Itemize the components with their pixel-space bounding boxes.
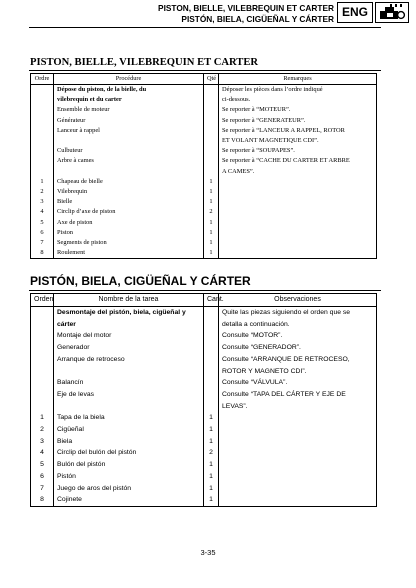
remarks-cell	[219, 218, 377, 228]
observations-cell	[219, 494, 377, 506]
table-row	[31, 366, 377, 378]
table-header-row	[31, 294, 377, 307]
task-cell: Eje de levas	[54, 389, 204, 401]
quantity-cell	[204, 126, 219, 136]
remarks-cell: ci-dessous.	[219, 95, 377, 105]
observations-cell	[219, 471, 377, 483]
remarks-cell	[219, 248, 377, 259]
quantity-cell	[204, 319, 219, 331]
order-cell	[31, 342, 54, 354]
order-cell	[31, 377, 54, 389]
quantity-cell	[204, 105, 219, 115]
header-title-fr: PISTON, BIELLE, VILEBREQUIN ET CARTER	[158, 3, 334, 13]
section-title-fr: PISTON, BIELLE, VILEBREQUIN ET CARTER	[30, 57, 259, 68]
remarks-cell	[219, 207, 377, 217]
table-row	[31, 354, 377, 366]
task-cell: Tapa de la biela	[54, 412, 204, 424]
order-cell: 1	[31, 412, 54, 424]
procedure-cell: Roulement	[54, 248, 204, 259]
task-cell: Generador	[54, 342, 204, 354]
order-cell	[31, 167, 54, 177]
table-row	[31, 248, 377, 259]
procedure-cell: Axe de piston	[54, 218, 204, 228]
order-cell: 4	[31, 207, 54, 217]
table-row	[31, 156, 377, 166]
quantity-cell: 2	[204, 447, 219, 459]
observations-cell	[219, 436, 377, 448]
order-cell: 7	[31, 483, 54, 495]
table-row	[31, 228, 377, 238]
table-row	[31, 342, 377, 354]
task-cell	[54, 366, 204, 378]
page-number: 3-35	[200, 548, 216, 557]
task-cell: Montaje del motor	[54, 330, 204, 342]
remarks-cell	[219, 177, 377, 187]
quantity-cell	[204, 354, 219, 366]
procedure-cell: Culbuteur	[54, 146, 204, 156]
observations-cell: Consulte “GENERADOR”.	[219, 342, 377, 354]
procedure-cell: Circlip d’axe de piston	[54, 207, 204, 217]
quantity-cell	[204, 330, 219, 342]
column-header-procedure: Procédure	[54, 74, 204, 85]
quantity-cell: 1	[204, 471, 219, 483]
task-cell	[54, 401, 204, 413]
order-cell	[31, 389, 54, 401]
quantity-cell	[204, 116, 219, 126]
remarks-cell	[219, 238, 377, 248]
quantity-cell: 1	[204, 228, 219, 238]
task-cell: cárter	[54, 319, 204, 331]
quantity-cell	[204, 136, 219, 146]
quantity-cell: 1	[204, 187, 219, 197]
order-cell: 1	[31, 177, 54, 187]
column-header-quantity: Cant.	[204, 294, 219, 307]
observations-cell: Consulte “ARRANQUE DE RETROCESO,	[219, 354, 377, 366]
task-cell: Desmontaje del pistón, biela, cigüeñal y	[54, 307, 204, 319]
observations-cell	[219, 447, 377, 459]
quantity-cell	[204, 146, 219, 156]
order-cell: 2	[31, 187, 54, 197]
procedure-cell	[54, 167, 204, 177]
quantity-cell	[204, 307, 219, 319]
table-row	[31, 207, 377, 217]
quantity-cell	[204, 342, 219, 354]
procedure-table-es	[30, 293, 377, 507]
remarks-cell: Se reporter à “MOTEUR”.	[219, 105, 377, 115]
remarks-cell: Se reporter à “CACHE DU CARTER ET ARBRE	[219, 156, 377, 166]
table-row	[31, 105, 377, 115]
procedure-cell: Lanceur à rappel	[54, 126, 204, 136]
table-row	[31, 218, 377, 228]
procedure-cell	[54, 136, 204, 146]
remarks-cell	[219, 187, 377, 197]
quantity-cell: 1	[204, 248, 219, 259]
task-cell: Balancín	[54, 377, 204, 389]
order-cell: 3	[31, 197, 54, 207]
table-row	[31, 330, 377, 342]
remarks-cell: Se reporter à “SOUPAPES”.	[219, 146, 377, 156]
remarks-cell: A CAMES”.	[219, 167, 377, 177]
quantity-cell	[204, 377, 219, 389]
quantity-cell: 1	[204, 412, 219, 424]
quantity-cell	[204, 167, 219, 177]
column-header-order: Ordre	[31, 74, 54, 85]
remarks-cell: Déposer les pièces dans l’ordre indiqué	[219, 85, 377, 96]
observations-cell	[219, 412, 377, 424]
quantity-cell	[204, 401, 219, 413]
quantity-cell	[204, 389, 219, 401]
task-cell: Cigüeñal	[54, 424, 204, 436]
table-row	[31, 177, 377, 187]
task-cell: Pistón	[54, 471, 204, 483]
column-header-observations: Observaciones	[219, 294, 377, 307]
table-row	[31, 447, 377, 459]
order-cell	[31, 330, 54, 342]
order-cell	[31, 126, 54, 136]
section-rule-fr	[29, 70, 381, 71]
page-header-titles	[158, 3, 334, 25]
observations-cell	[219, 424, 377, 436]
table-row	[31, 146, 377, 156]
table-row	[31, 85, 377, 96]
observations-cell: Quite las piezas siguiendo el orden que se	[219, 307, 377, 319]
column-header-order: Orden	[31, 294, 54, 307]
order-cell: 4	[31, 447, 54, 459]
order-cell	[31, 136, 54, 146]
order-cell	[31, 319, 54, 331]
quantity-cell: 1	[204, 424, 219, 436]
table-header-row	[31, 74, 377, 85]
table-row	[31, 319, 377, 331]
order-cell: 5	[31, 459, 54, 471]
eng-badge: ENG	[337, 2, 373, 23]
table-row	[31, 136, 377, 146]
order-cell: 3	[31, 436, 54, 448]
procedure-cell: Ensemble de moteur	[54, 105, 204, 115]
table-row	[31, 187, 377, 197]
column-header-quantity: Qté	[204, 74, 219, 85]
table-row	[31, 424, 377, 436]
procedure-cell: Vilebrequin	[54, 187, 204, 197]
order-cell: 5	[31, 218, 54, 228]
table-row	[31, 238, 377, 248]
procedure-cell: Segments de piston	[54, 238, 204, 248]
remarks-cell: Se reporter à “GENERATEUR”.	[219, 116, 377, 126]
order-cell: 8	[31, 494, 54, 506]
table-row	[31, 307, 377, 319]
observations-cell: ROTOR Y MAGNETO CDI”.	[219, 366, 377, 378]
column-header-task: Nombre de la tarea	[54, 294, 204, 307]
task-cell: Bulón del pistón	[54, 459, 204, 471]
quantity-cell	[204, 156, 219, 166]
observations-cell	[219, 483, 377, 495]
task-cell: Juego de aros del pistón	[54, 483, 204, 495]
section-rule-es	[29, 290, 381, 291]
procedure-cell: Bielle	[54, 197, 204, 207]
table-row	[31, 471, 377, 483]
table-row	[31, 389, 377, 401]
procedure-cell: Générateur	[54, 116, 204, 126]
table-row	[31, 116, 377, 126]
quantity-cell: 1	[204, 177, 219, 187]
table-row	[31, 401, 377, 413]
header-title-es: PISTÓN, BIELA, CIGÜEÑAL Y CÁRTER	[181, 14, 334, 24]
order-cell	[31, 105, 54, 115]
observations-cell	[219, 459, 377, 471]
quantity-cell: 1	[204, 238, 219, 248]
quantity-cell: 1	[204, 459, 219, 471]
quantity-cell: 2	[204, 207, 219, 217]
order-cell	[31, 85, 54, 96]
table-row	[31, 412, 377, 424]
order-cell	[31, 156, 54, 166]
quantity-cell: 1	[204, 218, 219, 228]
quantity-cell	[204, 85, 219, 96]
observations-cell: LEVAS”.	[219, 401, 377, 413]
procedure-table-fr	[30, 73, 377, 259]
quantity-cell: 1	[204, 197, 219, 207]
observations-cell: detalla a continuación.	[219, 319, 377, 331]
table-row	[31, 459, 377, 471]
section-title-es: PISTÓN, BIELA, CIGÜEÑAL Y CÁRTER	[30, 274, 251, 288]
quantity-cell: 1	[204, 483, 219, 495]
order-cell: 7	[31, 238, 54, 248]
order-cell	[31, 116, 54, 126]
observations-cell: Consulte “VÁLVULA”.	[219, 377, 377, 389]
order-cell: 6	[31, 471, 54, 483]
table-row	[31, 377, 377, 389]
table-row	[31, 494, 377, 506]
order-cell: 6	[31, 228, 54, 238]
quantity-cell: 1	[204, 436, 219, 448]
procedure-cell: Chapeau de bielle	[54, 177, 204, 187]
procedure-cell: vilebrequin et du carter	[54, 95, 204, 105]
task-cell: Cojinete	[54, 494, 204, 506]
observations-cell: Consulte “MOTOR”.	[219, 330, 377, 342]
remarks-cell: Se reporter à “LANCEUR A RAPPEL, ROTOR	[219, 126, 377, 136]
quantity-cell	[204, 366, 219, 378]
remarks-cell	[219, 197, 377, 207]
table-row	[31, 95, 377, 105]
table-row	[31, 126, 377, 136]
table-row	[31, 436, 377, 448]
header-rule	[29, 27, 381, 28]
remarks-cell	[219, 228, 377, 238]
quantity-cell	[204, 95, 219, 105]
order-cell: 8	[31, 248, 54, 259]
task-cell: Arranque de retroceso	[54, 354, 204, 366]
quantity-cell: 1	[204, 494, 219, 506]
column-header-remarks: Remarques	[219, 74, 377, 85]
order-cell	[31, 401, 54, 413]
engine-icon	[375, 2, 409, 23]
order-cell	[31, 146, 54, 156]
table-row	[31, 167, 377, 177]
table-row	[31, 483, 377, 495]
procedure-cell: Piston	[54, 228, 204, 238]
table-row	[31, 197, 377, 207]
task-cell: Circlip del bulón del pistón	[54, 447, 204, 459]
procedure-cell: Dépose du piston, de la bielle, du	[54, 85, 204, 96]
order-cell	[31, 354, 54, 366]
order-cell	[31, 366, 54, 378]
order-cell	[31, 307, 54, 319]
order-cell: 2	[31, 424, 54, 436]
remarks-cell: ET VOLANT MAGNETIQUE CDI”.	[219, 136, 377, 146]
procedure-cell: Arbre à cames	[54, 156, 204, 166]
task-cell: Biela	[54, 436, 204, 448]
observations-cell: Consulte “TAPA DEL CÁRTER Y EJE DE	[219, 389, 377, 401]
order-cell	[31, 95, 54, 105]
